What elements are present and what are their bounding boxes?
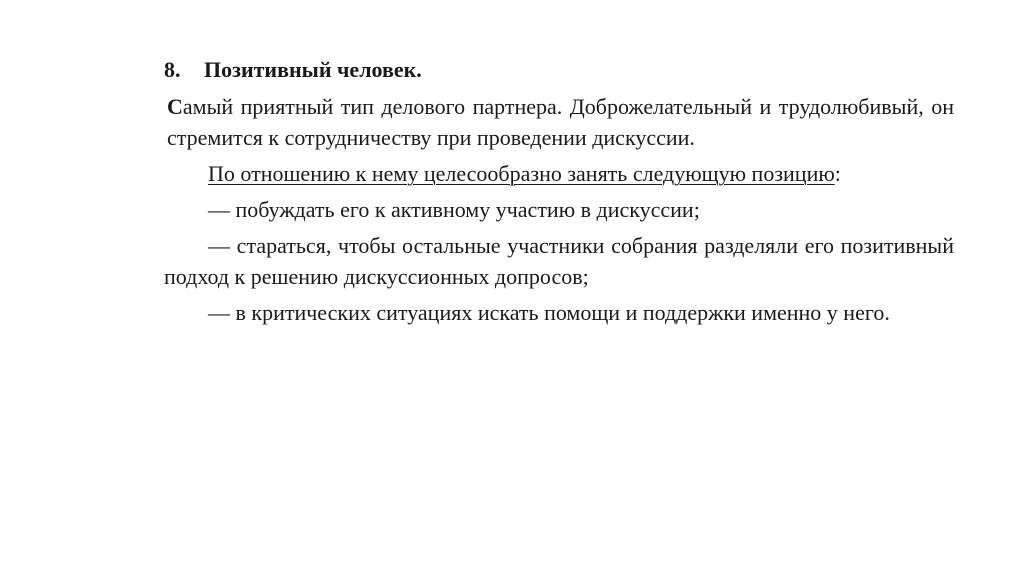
- intro-paragraph: [164, 91, 954, 153]
- position-underlined-text: По отношению к нему целесообразно занять следующую позицию: [208, 161, 835, 186]
- intro-text: амый приятный тип делового партнера. Доброжелательный и трудолюбивый, он стремится к сотрудничеству при проведении дискуссии.: [167, 94, 954, 150]
- slide-content: [164, 54, 954, 328]
- list-item: — в критических ситуациях искать помощи и поддержки именно у него.: [208, 300, 890, 325]
- list-item: — стараться, чтобы остальные участники собрания разделяли его позитивный подход к решению дискуссионных допросов;: [164, 233, 954, 289]
- intro-first-letter: С: [167, 94, 183, 119]
- position-suffix: :: [834, 161, 841, 186]
- section-heading: [164, 54, 954, 85]
- list-item: — побуждать его к активному участию в дискуссии;: [208, 197, 700, 222]
- heading-number: 8.: [164, 57, 181, 82]
- heading-title: Позитивный человек.: [204, 57, 422, 82]
- position-paragraph: [164, 158, 954, 189]
